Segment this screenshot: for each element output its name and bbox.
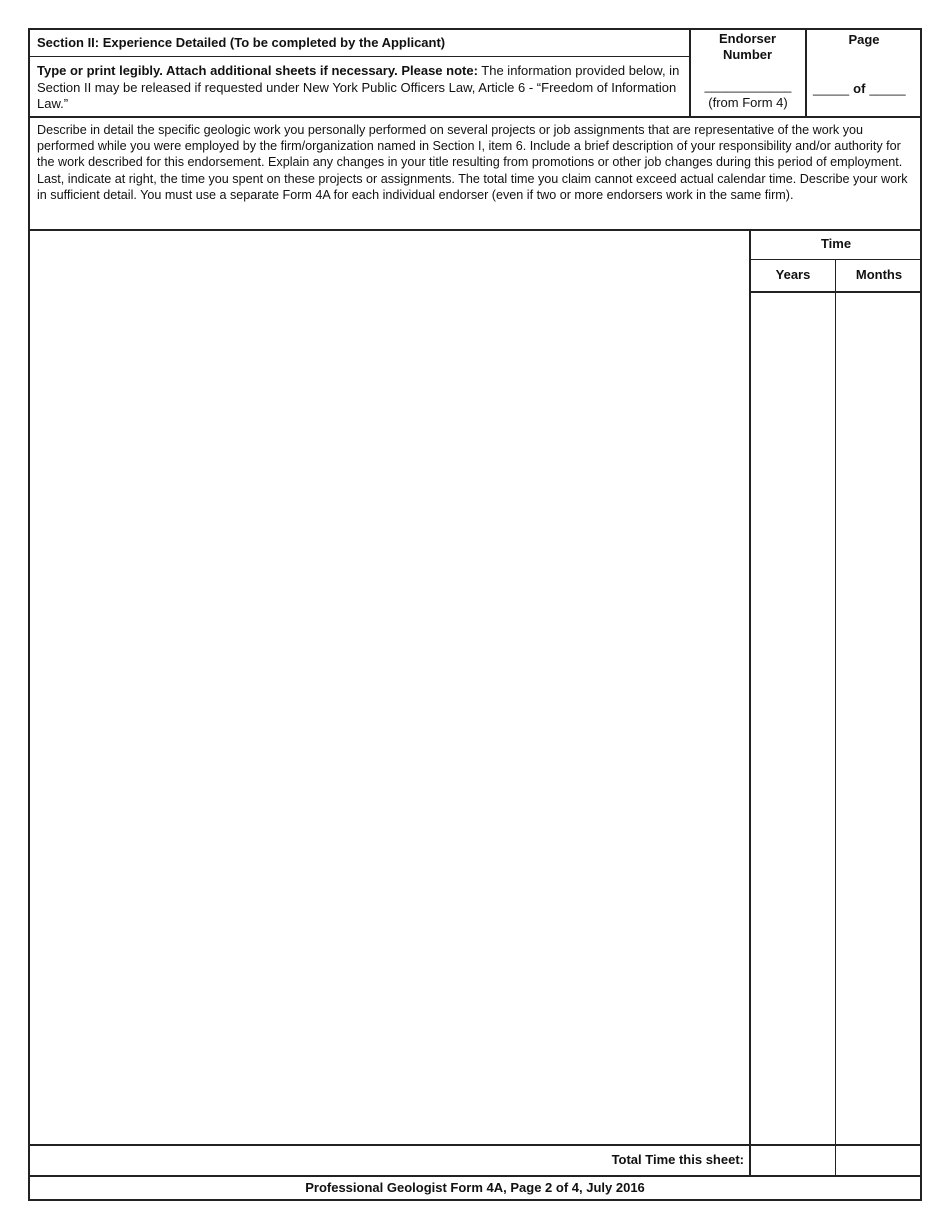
notice-text: The information provided below, in Section II may be released if requested under New York Public Officers Law, Article 6 - “Freedom of Information Law.” [37,63,680,111]
instructions: Describe in detail the specific geologic work you personally performed on several projects or job assignments that are representative of the work you performed while you were employed by the firm/organization named in Section I, item 6. Include a brief description of your responsibility and/or authority for the work described for this endorsement. Explain any changes in your title resulting from promotions or other job changes during this period of employment. Last, indicate at right, the time you spent on these projects or assignments. The total time you claim cannot exceed actual calendar time. Describe your work in sufficient detail. You must use a separate Form 4A for each individual endorser (even if two or more endorsers work in the same firm). [37,123,908,202]
time-header: Time [820,236,852,251]
page-number-field[interactable]: _____ [813,81,850,96]
page-total-field[interactable]: _____ [869,81,906,96]
years-header: Years [775,267,811,282]
section-title: Section II: Experience Detailed (To be completed by the Applicant) [37,35,446,50]
page-number-row [813,81,917,96]
divider [28,56,690,57]
page-of-label: of [853,81,866,96]
divider [689,28,691,117]
page-label: Page [848,32,880,47]
notice-bold: Type or print legibly. Attach additional sheets if necessary. Please note: [37,63,478,78]
months-field[interactable] [836,293,920,1144]
total-time-label: Total Time this sheet: [611,1152,744,1167]
years-field[interactable] [751,293,835,1144]
experience-description-field[interactable] [30,231,749,1144]
divider [28,1175,922,1177]
total-years-field[interactable] [751,1146,835,1174]
months-header: Months [855,267,903,282]
divider [28,116,922,118]
notice [37,63,685,113]
endorser-number-note: (from Form 4) [708,95,788,110]
total-months-field[interactable] [836,1146,920,1174]
footer: Professional Geologist Form 4A, Page 2 of 4, July 2016 [305,1180,645,1195]
endorser-number-label: Endorser Number [718,31,777,62]
endorser-number-field[interactable]: ____________ [704,78,792,93]
divider [750,259,922,260]
